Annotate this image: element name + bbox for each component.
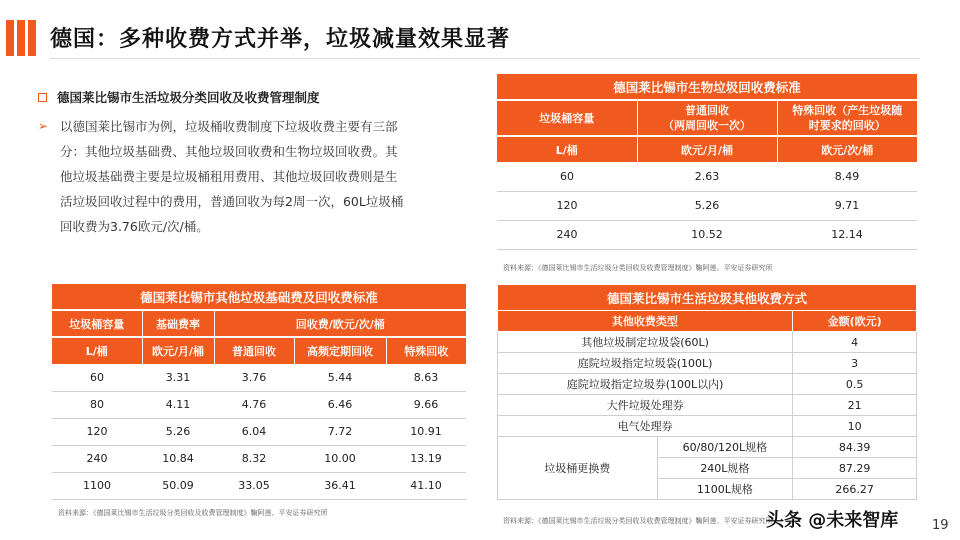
table-cell: 庭院垃圾指定垃圾券(100L以内) — [498, 374, 793, 395]
table-row — [52, 472, 466, 499]
table-cell: 240 — [52, 445, 142, 472]
table-cell: 2.63 — [637, 162, 777, 191]
column-header: 回收费/欧元/次/桶 — [214, 310, 466, 337]
table-cell: 120 — [52, 418, 142, 445]
table-cell: 240L规格 — [657, 458, 793, 479]
table-cell: 60 — [497, 162, 637, 191]
column-header: 特殊回收（产生垃圾随 时要求的回收） — [777, 100, 917, 136]
unit-header: 高频定期回收 — [294, 337, 386, 364]
table-cell: 10.52 — [637, 220, 777, 249]
section-heading-text: 德国莱比锡市生活垃圾分类回收及收费管理制度 — [57, 90, 320, 105]
table-cell: 41.10 — [386, 472, 466, 499]
other-waste-fee-table — [52, 284, 466, 500]
unit-header: 欧元/月/桶 — [142, 337, 214, 364]
paragraph-line: 回收费为3.76欧元/次/桶。 — [60, 219, 209, 234]
table-cell: 垃圾桶更换费 — [498, 437, 658, 500]
table-row — [498, 416, 917, 437]
table-cell: 8.32 — [214, 445, 294, 472]
table-cell: 12.14 — [777, 220, 917, 249]
table-cell: 33.05 — [214, 472, 294, 499]
table-cell: 庭院垃圾指定垃圾袋(100L) — [498, 353, 793, 374]
unit-header: L/桶 — [52, 337, 142, 364]
table-cell: 10.91 — [386, 418, 466, 445]
paragraph-line: 他垃圾基础费主要是垃圾桶租用费用、其他垃圾回收费则是生 — [60, 169, 398, 184]
title-divider — [50, 58, 920, 59]
table-cell: 21 — [793, 395, 917, 416]
paragraph-line: 以德国莱比锡市为例，垃圾桶收费制度下垃圾收费主要有三部 — [60, 119, 398, 134]
table-cell: 4.11 — [142, 391, 214, 418]
page-title: 德国：多种收费方式并举，垃圾减量效果显著 — [50, 26, 511, 52]
table-cell: 9.71 — [777, 191, 917, 220]
table-cell: 7.72 — [294, 418, 386, 445]
column-header: 其他收费类型 — [498, 311, 793, 332]
table-cell: 60/80/120L规格 — [657, 437, 793, 458]
source-note: 资料来源：《德国莱比锡市生活垃圾分类回收及收费管理制度》鞠阿莲、平安证券研究所 — [503, 264, 773, 272]
column-header: 金额(欧元) — [793, 311, 917, 332]
table-row — [498, 332, 917, 353]
table-cell: 50.09 — [142, 472, 214, 499]
table-cell: 3.76 — [214, 364, 294, 391]
table-cell: 4.76 — [214, 391, 294, 418]
unit-header: 欧元/次/桶 — [777, 136, 917, 162]
table-cell: 电气处理券 — [498, 416, 793, 437]
table-cell: 5.44 — [294, 364, 386, 391]
table-cell: 9.66 — [386, 391, 466, 418]
table-row — [498, 437, 917, 458]
table-cell: 1100 — [52, 472, 142, 499]
watermark: 头条 @未来智库 — [766, 510, 899, 531]
table-cell: 87.29 — [793, 458, 917, 479]
table-row — [497, 162, 917, 191]
table-row — [497, 191, 917, 220]
unit-header: 欧元/月/桶 — [637, 136, 777, 162]
column-header: 垃圾桶容量 — [52, 310, 142, 337]
unit-header: 普通回收 — [214, 337, 294, 364]
description-paragraph — [38, 114, 468, 239]
misc-fee-table — [497, 284, 917, 500]
table-title: 德国莱比锡市其他垃圾基础费及回收费标准 — [52, 284, 466, 310]
table-cell: 120 — [497, 191, 637, 220]
table-cell: 大件垃圾处理券 — [498, 395, 793, 416]
table-cell: 36.41 — [294, 472, 386, 499]
table-row — [498, 395, 917, 416]
table-cell: 5.26 — [637, 191, 777, 220]
table-row — [52, 445, 466, 472]
table-cell: 1100L规格 — [657, 479, 793, 500]
column-header: 垃圾桶容量 — [497, 100, 637, 136]
paragraph-line: 活垃圾回收过程中的费用，普通回收为每2周一次，60L垃圾桶 — [60, 194, 404, 209]
table-row — [52, 364, 466, 391]
left-text-block — [38, 88, 468, 239]
table-cell: 其他垃圾制定垃圾袋(60L) — [498, 332, 793, 353]
table-cell: 3 — [793, 353, 917, 374]
table-title: 德国莱比锡市生物垃圾回收费标准 — [497, 74, 917, 100]
table-cell: 240 — [497, 220, 637, 249]
table-cell: 80 — [52, 391, 142, 418]
table-row — [497, 220, 917, 249]
table-title: 德国莱比锡市生活垃圾其他收费方式 — [498, 285, 917, 311]
page-number: 19 — [932, 518, 949, 533]
table-cell: 6.46 — [294, 391, 386, 418]
paragraph-line: 分：其他垃圾基础费、其他垃圾回收费和生物垃圾回收费。其 — [60, 144, 398, 159]
table-cell: 266.27 — [793, 479, 917, 500]
table-row — [52, 418, 466, 445]
table-cell: 84.39 — [793, 437, 917, 458]
unit-header: 特殊回收 — [386, 337, 466, 364]
table-row — [52, 391, 466, 418]
table-row — [498, 353, 917, 374]
column-header: 基础费率 — [142, 310, 214, 337]
section-heading — [38, 88, 468, 106]
unit-header: L/桶 — [497, 136, 637, 162]
column-header: 普通回收 （两周回收一次） — [637, 100, 777, 136]
table-cell: 10.84 — [142, 445, 214, 472]
table-cell: 0.5 — [793, 374, 917, 395]
table-cell: 8.63 — [386, 364, 466, 391]
square-bullet-icon — [38, 93, 47, 102]
table-cell: 4 — [793, 332, 917, 353]
table-cell: 5.26 — [142, 418, 214, 445]
table-cell: 10 — [793, 416, 917, 437]
brand-logo — [6, 20, 36, 56]
arrow-bullet-icon: ➢ — [38, 119, 49, 133]
table-cell: 13.19 — [386, 445, 466, 472]
table-cell: 6.04 — [214, 418, 294, 445]
bio-waste-fee-table — [497, 74, 917, 250]
table-cell: 8.49 — [777, 162, 917, 191]
table-cell: 60 — [52, 364, 142, 391]
table-row — [498, 374, 917, 395]
source-note: 资料来源：《德国莱比锡市生活垃圾分类回收及收费管理制度》鞠阿莲、平安证券研究所 — [58, 509, 328, 517]
table-cell: 10.00 — [294, 445, 386, 472]
source-note: 资料来源：《德国莱比锡市生活垃圾分类回收及收费管理制度》鞠阿莲、平安证券研究所 — [503, 517, 773, 525]
table-cell: 3.31 — [142, 364, 214, 391]
